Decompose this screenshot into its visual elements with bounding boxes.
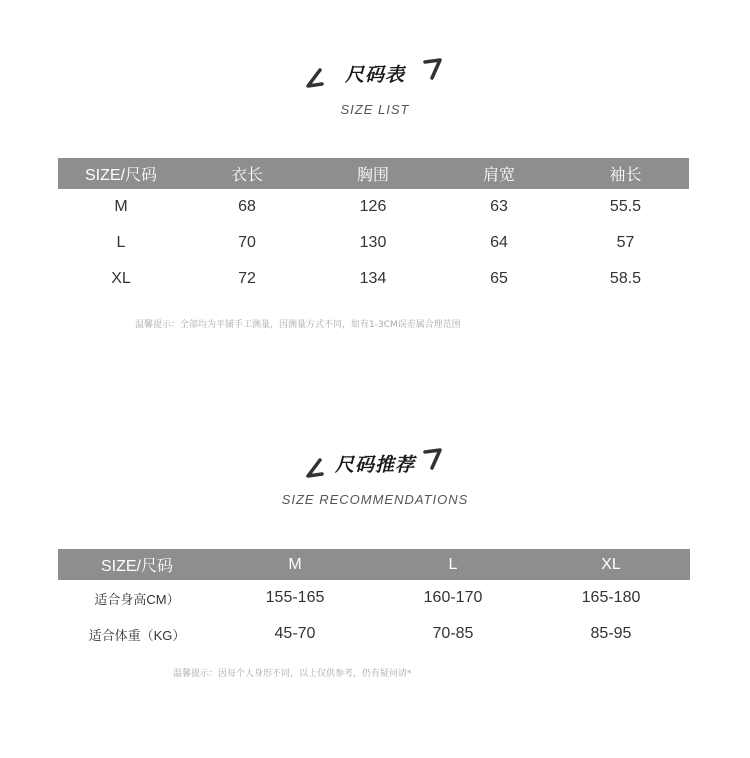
table-cell: 65 [490,270,508,287]
table-cell: 126 [359,198,387,215]
size-recommendations-heading [0,446,750,507]
header-cell: SIZE/尺码 [58,549,216,580]
size-recommendations-table [58,549,690,652]
table-cell: 130 [359,234,387,251]
table-cell: 58.5 [609,270,642,287]
size-list-heading [0,56,750,117]
size-list-subtitle: SIZE LIST [340,102,410,117]
header-cell: 袖长 [562,158,689,189]
table-row [58,225,689,261]
header-cell: XL [532,549,690,580]
size-recommendations-title: 尺码推荐 [334,454,415,476]
table-cell: 64 [490,234,508,251]
table-cell: 165-180 [581,589,641,606]
table-cell: 70 [238,234,256,251]
recommendation-note: 温馨提示：因每个人身形不同，以上仅供参考，仍有疑问请* [173,669,412,679]
table-row [58,189,689,225]
table-row [58,261,689,297]
size-cell: M [114,198,128,215]
table-cell: 45-70 [274,625,316,642]
measurement-note: 温馨提示：全部均为平铺手工测量，因测量方式不同，如有1-3CM误差属合理范围 [135,320,461,330]
table-cell: 155-165 [265,589,325,606]
right-bracket-icon [422,446,444,482]
table-cell: 68 [238,198,256,215]
table-cell: 57 [616,234,635,251]
size-cell: L [116,234,126,251]
table-cell: 134 [359,270,387,287]
size-list-table [58,158,689,297]
table-cell: 63 [490,198,508,215]
size-list-title: 尺码表 [344,64,405,86]
table-row [58,616,690,652]
row-label: 适合身高CM） [94,591,180,607]
size-recommendations-subtitle: SIZE RECOMMENDATIONS [281,492,469,507]
right-bracket-icon [422,56,444,92]
table-cell: 70-85 [432,625,474,642]
row-label: 适合体重（KG） [88,627,186,643]
table-cell: 85-95 [590,625,632,642]
table-cell: 72 [238,270,256,287]
header-cell: 胸围 [310,158,436,189]
header-cell: 肩宽 [436,158,562,189]
table-header-row [58,549,690,580]
header-cell: M [216,549,374,580]
table-row [58,580,690,616]
table-header-row [58,158,689,189]
header-cell: 衣长 [184,158,310,189]
table-cell: 160-170 [423,589,483,606]
header-cell: SIZE/尺码 [58,158,184,189]
header-cell: L [374,549,532,580]
table-cell: 55.5 [609,198,642,215]
size-cell: XL [111,270,131,287]
